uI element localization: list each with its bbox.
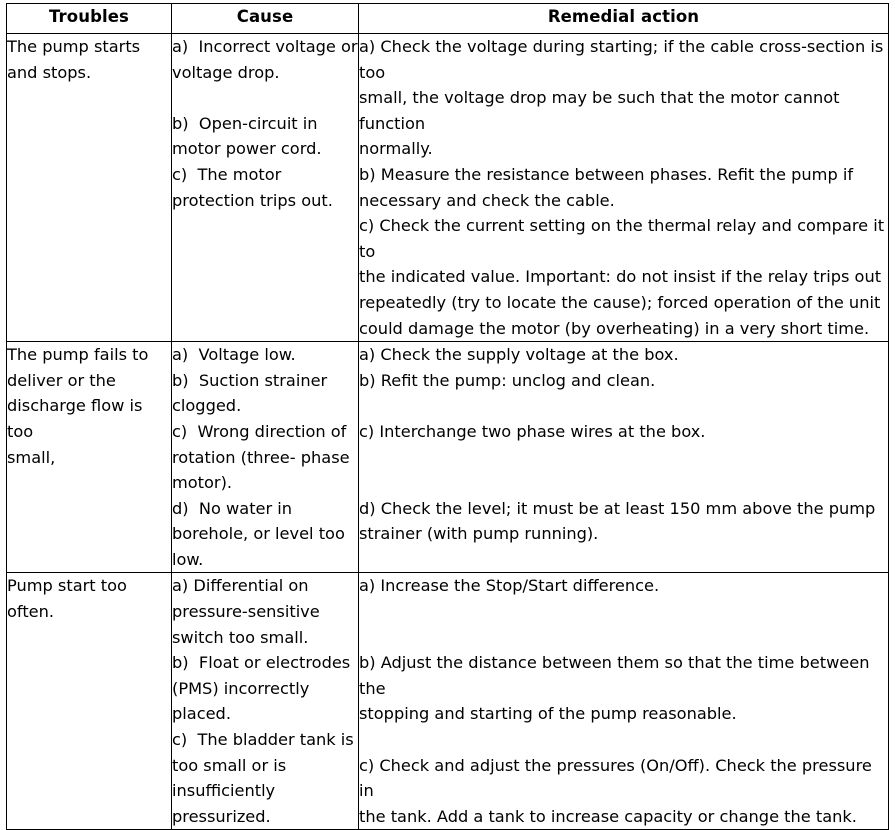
cell-troubles — [7, 342, 172, 573]
text-line: discharge flow is too — [7, 396, 148, 441]
text-line: c) Check and adjust the pressures (On/Off). Check the pressure in — [359, 755, 877, 801]
text-line: strainer (with pump running). — [359, 524, 599, 544]
text-line: The pump fails to — [7, 345, 149, 365]
text-line: (PMS) incorrectly — [172, 678, 310, 698]
cell-troubles — [7, 34, 172, 342]
text-line-blank — [359, 393, 888, 419]
text-line-blank — [359, 445, 888, 471]
text-line: clogged. — [172, 396, 242, 416]
text-line: pressurized. — [172, 806, 271, 826]
text-line-blank — [359, 727, 888, 753]
text-line: c) The bladder tank is — [172, 730, 354, 750]
table-row — [7, 573, 889, 830]
cell-cause — [172, 342, 359, 573]
troubleshooting-table — [6, 3, 889, 830]
text-line: d) No water in — [172, 498, 293, 518]
text-line: b) Adjust the distance between them so that the time between the — [359, 653, 875, 698]
text-line: b) Open-circuit in — [172, 113, 318, 133]
text-line: necessary and check the cable. — [359, 190, 615, 210]
text-line: b) Float or electrodes — [172, 653, 351, 673]
text-line: the indicated value. Important: do not insist if the relay trips out — [359, 267, 882, 287]
text-line-blank — [359, 470, 888, 496]
text-line: rotation (three- phase — [172, 447, 350, 467]
text-line: normally. — [359, 139, 433, 159]
text-line: small, — [7, 447, 56, 467]
text-line: c) Wrong direction of — [172, 421, 347, 441]
text-line: borehole, or level too — [172, 524, 345, 544]
text-line: pressure-sensitive — [172, 602, 320, 622]
text-line: Pump start too — [7, 576, 127, 596]
text-line: motor). — [172, 473, 233, 493]
text-line: the tank. Add a tank to increase capacity or change the tank. — [359, 806, 857, 826]
table-row — [7, 34, 889, 342]
text-line: repeatedly (try to locate the cause); forced operation of the unit — [359, 292, 881, 312]
cell-troubles — [7, 573, 172, 830]
cell-cause — [172, 573, 359, 830]
text-line: placed. — [172, 704, 231, 724]
cell-remedial-action — [359, 34, 889, 342]
text-line: too small or is — [172, 755, 287, 775]
text-line: a) Check the voltage during starting; if the cable cross-section is too — [359, 37, 889, 82]
text-line: d) Check the level; it must be at least 150 mm above the pump — [359, 498, 876, 518]
text-line: motor power cord. — [172, 139, 322, 159]
text-line: c) The motor — [172, 164, 282, 184]
text-line: often. — [7, 602, 55, 622]
text-line: and stops. — [7, 62, 92, 82]
table-body — [7, 34, 889, 830]
text-line: protection trips out. — [172, 190, 333, 210]
text-line: low. — [172, 549, 204, 569]
text-line-blank — [359, 599, 888, 625]
text-line: a) Check the supply voltage at the box. — [359, 345, 679, 365]
text-line: could damage the motor (by overheating) in a very short time. — [359, 318, 870, 338]
cell-cause — [172, 34, 359, 342]
text-line: c) Check the current setting on the thermal relay and compare it to — [359, 216, 890, 261]
text-line: a) Increase the Stop/Start difference. — [359, 576, 660, 596]
cell-remedial-action — [359, 342, 889, 573]
text-line: b) Suction strainer — [172, 370, 328, 390]
text-line: a) Incorrect voltage or — [172, 37, 358, 56]
text-line: b) Measure the resistance between phases. Refit the pump if — [359, 164, 854, 184]
text-line-blank — [172, 85, 358, 111]
text-line: b) Refit the pump: unclog and clean. — [359, 370, 656, 390]
column-header-remedial-action: Remedial action — [359, 4, 889, 34]
table-header — [7, 4, 889, 34]
text-line: switch too small. — [172, 627, 309, 647]
text-line: voltage drop. — [172, 62, 280, 82]
text-line: stopping and starting of the pump reasonable. — [359, 704, 737, 724]
text-line: c) Interchange two phase wires at the box. — [359, 421, 706, 441]
text-line: a) Differential on — [172, 576, 309, 596]
text-line: a) Voltage low. — [172, 345, 296, 365]
cell-remedial-action — [359, 573, 889, 830]
column-header-cause: Cause — [172, 4, 359, 34]
text-line: deliver or the — [7, 370, 116, 390]
table-row — [7, 342, 889, 573]
text-line: The pump starts — [7, 37, 141, 56]
header-row — [7, 4, 889, 34]
column-header-troubles: Troubles — [7, 4, 172, 34]
text-line-blank — [359, 625, 888, 651]
text-line: insufficiently — [172, 781, 276, 801]
text-line: small, the voltage drop may be such that the motor cannot function — [359, 88, 845, 133]
